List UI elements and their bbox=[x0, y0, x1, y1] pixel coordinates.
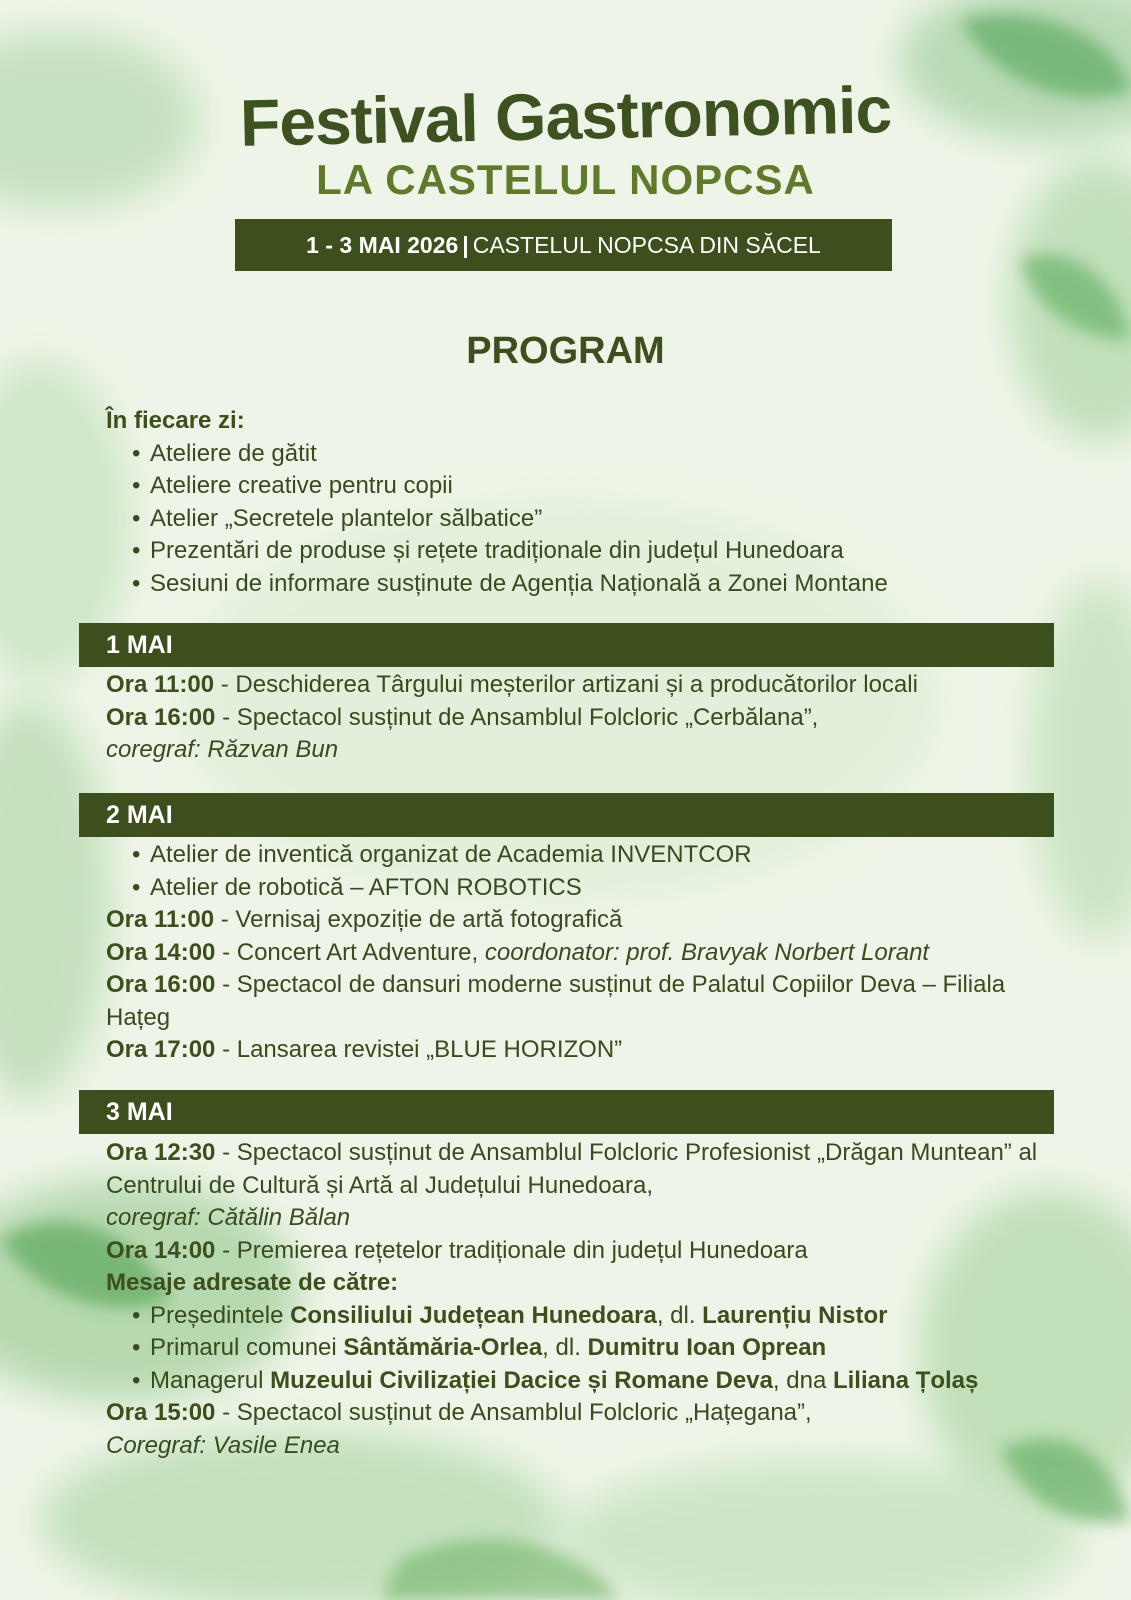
message-organization: Consiliului Județean Hunedoara bbox=[290, 1301, 657, 1329]
event-row bbox=[106, 702, 1056, 735]
day-2-events bbox=[106, 839, 1056, 1067]
list-item: • Prezentări de produse și rețete tradiționale din județul Hunedoara bbox=[132, 535, 1056, 568]
message-separator: , dna bbox=[772, 1366, 833, 1394]
day-3-header: 3 MAI bbox=[79, 1090, 1054, 1134]
list-item bbox=[132, 1332, 1056, 1365]
message-organization: Sântămăria-Orlea bbox=[343, 1334, 543, 1361]
event-row bbox=[106, 669, 1056, 702]
event-text: - Spectacol susținut de Ansamblul Folcloric „Hațegana”, bbox=[215, 1399, 812, 1426]
list-item: • Atelier de robotică – AFTON ROBOTICS bbox=[132, 872, 1056, 905]
event-time: Ora 12:30 bbox=[106, 1139, 216, 1166]
list-item: • Atelier „Secretele plantelor sălbatice” bbox=[132, 503, 1056, 536]
event-note: Coregraf: Vasile Enea bbox=[106, 1431, 340, 1459]
day-1-header: 1 MAI bbox=[79, 623, 1054, 667]
event-row bbox=[106, 937, 1056, 970]
messages-label: Mesaje adresate de către: bbox=[106, 1269, 399, 1296]
message-person: Liliana Țolaș bbox=[832, 1366, 979, 1394]
event-text: - Concert Art Adventure, bbox=[215, 938, 485, 966]
message-person: Dumitru Ioan Oprean bbox=[587, 1334, 827, 1361]
list-item bbox=[132, 1300, 1056, 1333]
event-row bbox=[106, 1235, 1056, 1268]
event-row bbox=[106, 1034, 1056, 1067]
event-note: coregraf: Cătălin Bălan bbox=[106, 1204, 351, 1231]
event-text: - Lansarea revistei „BLUE HORIZON” bbox=[215, 1036, 623, 1063]
event-time: Ora 17:00 bbox=[106, 1036, 216, 1063]
festival-dates: 1 - 3 MAI 2026 bbox=[306, 231, 459, 258]
event-time: Ora 11:00 bbox=[106, 671, 215, 698]
event-text: - Premierea rețetelor tradiționale din județul Hunedoara bbox=[215, 1236, 808, 1264]
message-role: Managerul bbox=[150, 1366, 271, 1394]
event-text: - Deschiderea Târgului meșterilor artizani și a producătorilor locali bbox=[214, 671, 918, 698]
event-time: Ora 14:00 bbox=[106, 938, 216, 966]
event-row bbox=[106, 1397, 1056, 1430]
event-note: coregraf: Răzvan Bun bbox=[106, 736, 339, 763]
message-separator: , dl. bbox=[656, 1301, 703, 1329]
list-item: • Atelier de inventică organizat de Academia INVENTCOR bbox=[132, 839, 1056, 872]
event-text: - Spectacol susținut de Ansamblul Folcloric „Cerbălana”, bbox=[215, 703, 819, 731]
list-item bbox=[132, 1365, 1056, 1398]
messages-list bbox=[106, 1300, 1056, 1398]
day-3-events bbox=[106, 1137, 1056, 1462]
day-2-workshops bbox=[106, 839, 1056, 904]
event-note: coordonator: prof. Bravyak Norbert Lorant bbox=[484, 938, 930, 966]
list-item: • Sesiuni de informare susținute de Agenția Națională a Zonei Montane bbox=[132, 568, 1056, 601]
message-role: Președintele bbox=[150, 1301, 291, 1329]
message-person: Laurențiu Nistor bbox=[702, 1301, 888, 1329]
festival-title: Festival Gastronomic bbox=[239, 72, 892, 160]
event-text: - Spectacol susținut de Ansamblul Folcloric Profesionist „Drăgan Muntean” al Centrului de Cultură și Artă al Județului Hunedoara, bbox=[106, 1139, 1038, 1199]
event-row bbox=[106, 969, 1056, 1034]
event-time: Ora 14:00 bbox=[106, 1236, 216, 1264]
event-text: - Vernisaj expoziție de artă fotografică bbox=[214, 906, 623, 933]
daily-activities bbox=[106, 405, 1056, 600]
day-1-events bbox=[106, 669, 1056, 767]
event-time: Ora 16:00 bbox=[106, 703, 216, 731]
message-role: Primarul comunei bbox=[150, 1334, 344, 1361]
event-time: Ora 16:00 bbox=[106, 971, 216, 998]
list-item: • Ateliere de gătit bbox=[132, 438, 1056, 471]
date-separator: | bbox=[462, 231, 469, 258]
event-time: Ora 11:00 bbox=[106, 906, 215, 933]
daily-label: În fiecare zi: bbox=[106, 407, 245, 434]
list-item: • Ateliere creative pentru copii bbox=[132, 470, 1056, 503]
message-organization: Muzeului Civilizației Dacice și Romane Deva bbox=[270, 1366, 773, 1394]
festival-venue: CASTELUL NOPCSA DIN SĂCEL bbox=[472, 231, 821, 258]
day-2-header: 2 MAI bbox=[79, 793, 1054, 837]
program-heading: PROGRAM bbox=[466, 330, 665, 372]
event-time: Ora 15:00 bbox=[106, 1399, 216, 1426]
event-text: - Spectacol de dansuri moderne susținut de Palatul Copiilor Deva – Filiala Hațeg bbox=[106, 971, 1006, 1031]
message-separator: , dl. bbox=[542, 1334, 588, 1361]
event-row bbox=[106, 904, 1056, 937]
date-venue-bar bbox=[235, 219, 892, 271]
daily-list bbox=[106, 438, 1056, 601]
festival-subtitle: LA CASTELUL NOPCSA bbox=[316, 156, 815, 203]
event-row bbox=[106, 1137, 1056, 1202]
